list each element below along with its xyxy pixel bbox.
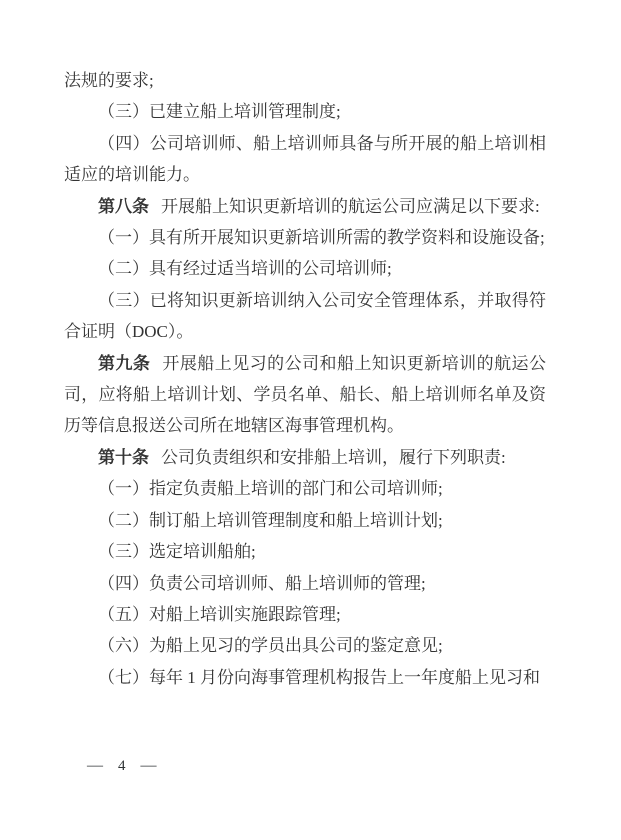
article-number: 第九条: [98, 353, 151, 373]
paragraph: （一）具有所开展知识更新培训所需的教学资料和设施设备;: [98, 228, 545, 248]
paragraph: （二）制订船上培训管理制度和船上培训计划;: [98, 510, 443, 530]
paragraph: （五）对船上培训实施跟踪管理;: [98, 604, 341, 624]
article-number: 第八条: [98, 196, 149, 216]
document-body: [64, 65, 546, 693]
paragraph: （七）每年 1 月份向海事管理机构报告上一年度船上见习和: [98, 667, 540, 687]
paragraph: （四）负责公司培训师、船上培训师的管理;: [98, 573, 426, 593]
page-footer: [87, 756, 157, 776]
page-number: 4: [118, 758, 126, 774]
paragraph: 法规的要求;: [64, 71, 154, 90]
article-number: 第十条: [98, 447, 149, 467]
footer-right-dash: —: [140, 757, 157, 774]
paragraph: （四）公司培训师、船上培训师具备与所开展的船上培训相适应的培训能力。: [64, 133, 546, 185]
footer-left-dash: —: [87, 757, 103, 774]
article-paragraph: 第十条 公司负责组织和安排船上培训，履行下列职责:: [98, 447, 506, 467]
paragraph: （六）为船上见习的学员出具公司的鉴定意见;: [98, 636, 443, 656]
article-paragraph: 第八条 开展船上知识更新培训的航运公司应满足以下要求:: [98, 196, 540, 216]
paragraph: （三）选定培训船舶;: [98, 542, 256, 562]
paragraph: （三）已将知识更新培训纳入公司安全管理体系，并取得符合证明（DOC）。: [64, 290, 546, 342]
paragraph: （二）具有经过适当培训的公司培训师;: [98, 259, 392, 279]
article-paragraph: 第九条 开展船上见习的公司和船上知识更新培训的航运公司，应将船上培训计划、学员名单、船长、船上培训师名单及资历等信息报送公司所在地辖区海事管理机构。: [64, 353, 546, 436]
paragraph: （一）指定负责船上培训的部门和公司培训师;: [98, 479, 443, 499]
paragraph: （三）已建立船上培训管理制度;: [98, 102, 341, 122]
